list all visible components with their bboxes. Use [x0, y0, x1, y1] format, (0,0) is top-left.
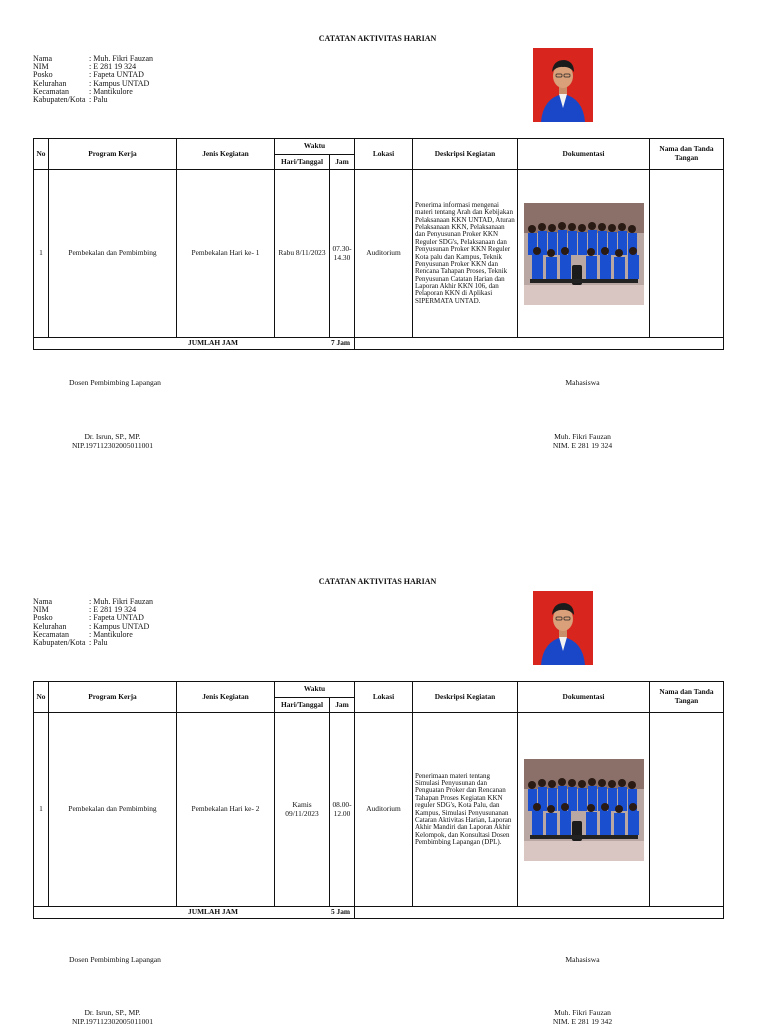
- cell-hari: Rabu 8/11/2023: [275, 170, 330, 338]
- info-row-kabupaten: [33, 638, 153, 646]
- info-row-kecamatan: [33, 630, 153, 638]
- info-row-kelurahan: [33, 622, 153, 630]
- total-spacer: [355, 338, 724, 350]
- header-waktu: Waktu: [275, 139, 355, 155]
- header-jam: Jam: [330, 698, 355, 713]
- header-ttd: Nama dan Tanda Tangan: [650, 139, 724, 170]
- sig-left-id: NIP.197112302005011001: [71, 441, 154, 450]
- student-photo: [533, 48, 593, 122]
- info-value: : Palu: [89, 94, 108, 104]
- total-label: JUMLAH JAM: [34, 907, 355, 919]
- cell-ttd: [650, 713, 724, 907]
- cell-program: Pembekalan dan Pembimbing: [49, 170, 177, 338]
- sig-left-role: Dosen Pembimbing Lapangan: [69, 378, 161, 387]
- info-label: Kabupaten/Kota: [33, 94, 86, 104]
- cell-hari: Kamis 09/11/2023: [275, 713, 330, 907]
- info-value: : E 281 19 324: [89, 62, 137, 72]
- table-row: [34, 713, 724, 907]
- cell-deskripsi: Penerimaan materi tentang Simulasi Penyusunan dan Penguatan Proker dan Rencanan Tahapan Proses Kegiatan KKN reguler SDG's, Kota Palu, dan Kampus, Simulasi Penyusunanan Cataran Aktivitas Harian, Laporan Akhir Mandiri dan Laporan Akhir Kelompok, dan Konsultasi Dosen Pembimbing Lapangan (DPL).: [413, 713, 518, 907]
- sig-right-id: NIM. E 281 19 324: [552, 441, 613, 450]
- info-row-nama: [33, 597, 153, 605]
- sig-right-role: Mahasiswa: [565, 378, 600, 387]
- info-label: Kecamatan: [33, 86, 69, 96]
- header-hari: Hari/Tanggal: [275, 698, 330, 713]
- sig-left-id: NIP.197112302005011001: [71, 1017, 154, 1026]
- sheet-title: CATATAN AKTIVITAS HARIAN: [318, 34, 437, 43]
- cell-lokasi: Auditorium: [355, 170, 413, 338]
- header-no: No: [34, 682, 49, 713]
- info-label: Nama: [33, 54, 53, 63]
- student-photo: [533, 591, 593, 665]
- info-row-posko: [33, 70, 153, 78]
- cell-jam: 08.00-12.00: [330, 713, 355, 907]
- info-value: : Muh. Fikri Fauzan: [89, 597, 153, 606]
- info-label: Posko: [33, 70, 53, 80]
- header-hari: Hari/Tanggal: [275, 155, 330, 170]
- info-label: Kabupaten/Kota: [33, 637, 86, 647]
- info-value: : E 281 19 324: [89, 605, 137, 615]
- info-label: Posko: [33, 613, 53, 623]
- header-jenis: Jenis Kegiatan: [177, 682, 275, 713]
- info-label: Kelurahan: [33, 621, 67, 631]
- header-lokasi: Lokasi: [355, 682, 413, 713]
- info-value: : Mantikulore: [89, 629, 133, 639]
- info-value: : Kampus UNTAD: [89, 78, 150, 88]
- total-jam-value: 5 Jam: [331, 907, 351, 916]
- cell-no: 1: [34, 713, 49, 907]
- total-row: [34, 338, 724, 350]
- info-row-nim: [33, 62, 153, 70]
- info-label: Kelurahan: [33, 78, 67, 88]
- info-value: : Kampus UNTAD: [89, 621, 150, 631]
- sig-right-role: Mahasiswa: [565, 955, 600, 964]
- info-row-nim: [33, 605, 153, 613]
- cell-jenis: Pembekalan Hari ke- 2: [177, 713, 275, 907]
- sig-left-name: Dr. Isrun, SP., MP.: [84, 432, 141, 441]
- info-label: NIM: [33, 62, 49, 72]
- sig-right-name: Muh. Fikri Fauzan: [554, 432, 611, 441]
- activity-table: [33, 681, 724, 919]
- portrait-image: [533, 48, 593, 122]
- info-row-nama: [33, 54, 153, 62]
- documentation-photo: [524, 759, 644, 861]
- cell-lokasi: Auditorium: [355, 713, 413, 907]
- header-dokumentasi: Dokumentasi: [518, 682, 650, 713]
- info-value: : Muh. Fikri Fauzan: [89, 54, 153, 63]
- info-row-kabupaten: [33, 95, 153, 103]
- cell-program: Pembekalan dan Pembimbing: [49, 713, 177, 907]
- total-label: JUMLAH JAM: [34, 338, 355, 350]
- info-value: : Fapeta UNTAD: [89, 70, 144, 80]
- header-lokasi: Lokasi: [355, 139, 413, 170]
- info-label: NIM: [33, 605, 49, 615]
- header-ttd: Nama dan Tanda Tangan: [650, 682, 724, 713]
- info-value: : Mantikulore: [89, 86, 133, 96]
- total-spacer: [355, 907, 724, 919]
- cell-ttd: [650, 170, 724, 338]
- cell-dokumentasi: [518, 170, 650, 338]
- activity-table: [33, 138, 724, 350]
- info-row-posko: [33, 613, 153, 621]
- student-info: [33, 54, 153, 103]
- header-jam: Jam: [330, 155, 355, 170]
- documentation-photo: [524, 203, 644, 305]
- sheet-title: CATATAN AKTIVITAS HARIAN: [318, 577, 437, 586]
- sig-right-id: NIM. E 281 19 342: [552, 1017, 613, 1026]
- sig-left-role: Dosen Pembimbing Lapangan: [69, 955, 161, 964]
- info-value: : Fapeta UNTAD: [89, 613, 144, 623]
- cell-jam: 07.30-14.30: [330, 170, 355, 338]
- sig-right-name: Muh. Fikri Fauzan: [554, 1008, 611, 1017]
- info-value: : Palu: [89, 637, 108, 647]
- header-dokumentasi: Dokumentasi: [518, 139, 650, 170]
- cell-no: 1: [34, 170, 49, 338]
- cell-dokumentasi: [518, 713, 650, 907]
- info-label: Kecamatan: [33, 629, 69, 639]
- total-jam-value: 7 Jam: [331, 338, 351, 347]
- total-row: [34, 907, 724, 919]
- header-program: Program Kerja: [49, 139, 177, 170]
- info-label: Nama: [33, 597, 53, 606]
- header-program: Program Kerja: [49, 682, 177, 713]
- cell-jenis: Pembekalan Hari ke- 1: [177, 170, 275, 338]
- header-waktu: Waktu: [275, 682, 355, 698]
- header-deskripsi: Deskripsi Kegiatan: [413, 682, 518, 713]
- cell-deskripsi: Penerima informasi mengenai materi tentang Arah dan Kebijakan Pelaksanaan KKN UNTAD, Aturan Pelaksanaan KKN, Pelaksanaan dan Penyusunan Proker KKN Reguler SDG's, Pelaksanaan dan Penyusunan Proker KKN Reguler Kota palu dan Kampus, Teknik Penyusunan Proker KKN dan Rencana Tahapan Proses, Teknik Penyusunan Catatan Harian dan Laporan Akhir KKN 106, dan Pelaporan KKN di Aplikasi SIPERMATA UNTAD.: [413, 170, 518, 338]
- info-row-kelurahan: [33, 79, 153, 87]
- sig-left-name: Dr. Isrun, SP., MP.: [84, 1008, 141, 1017]
- header-deskripsi: Deskripsi Kegiatan: [413, 139, 518, 170]
- student-info: [33, 597, 153, 646]
- header-no: No: [34, 139, 49, 170]
- info-row-kecamatan: [33, 87, 153, 95]
- header-jenis: Jenis Kegiatan: [177, 139, 275, 170]
- table-row: [34, 170, 724, 338]
- portrait-image: [533, 591, 593, 665]
